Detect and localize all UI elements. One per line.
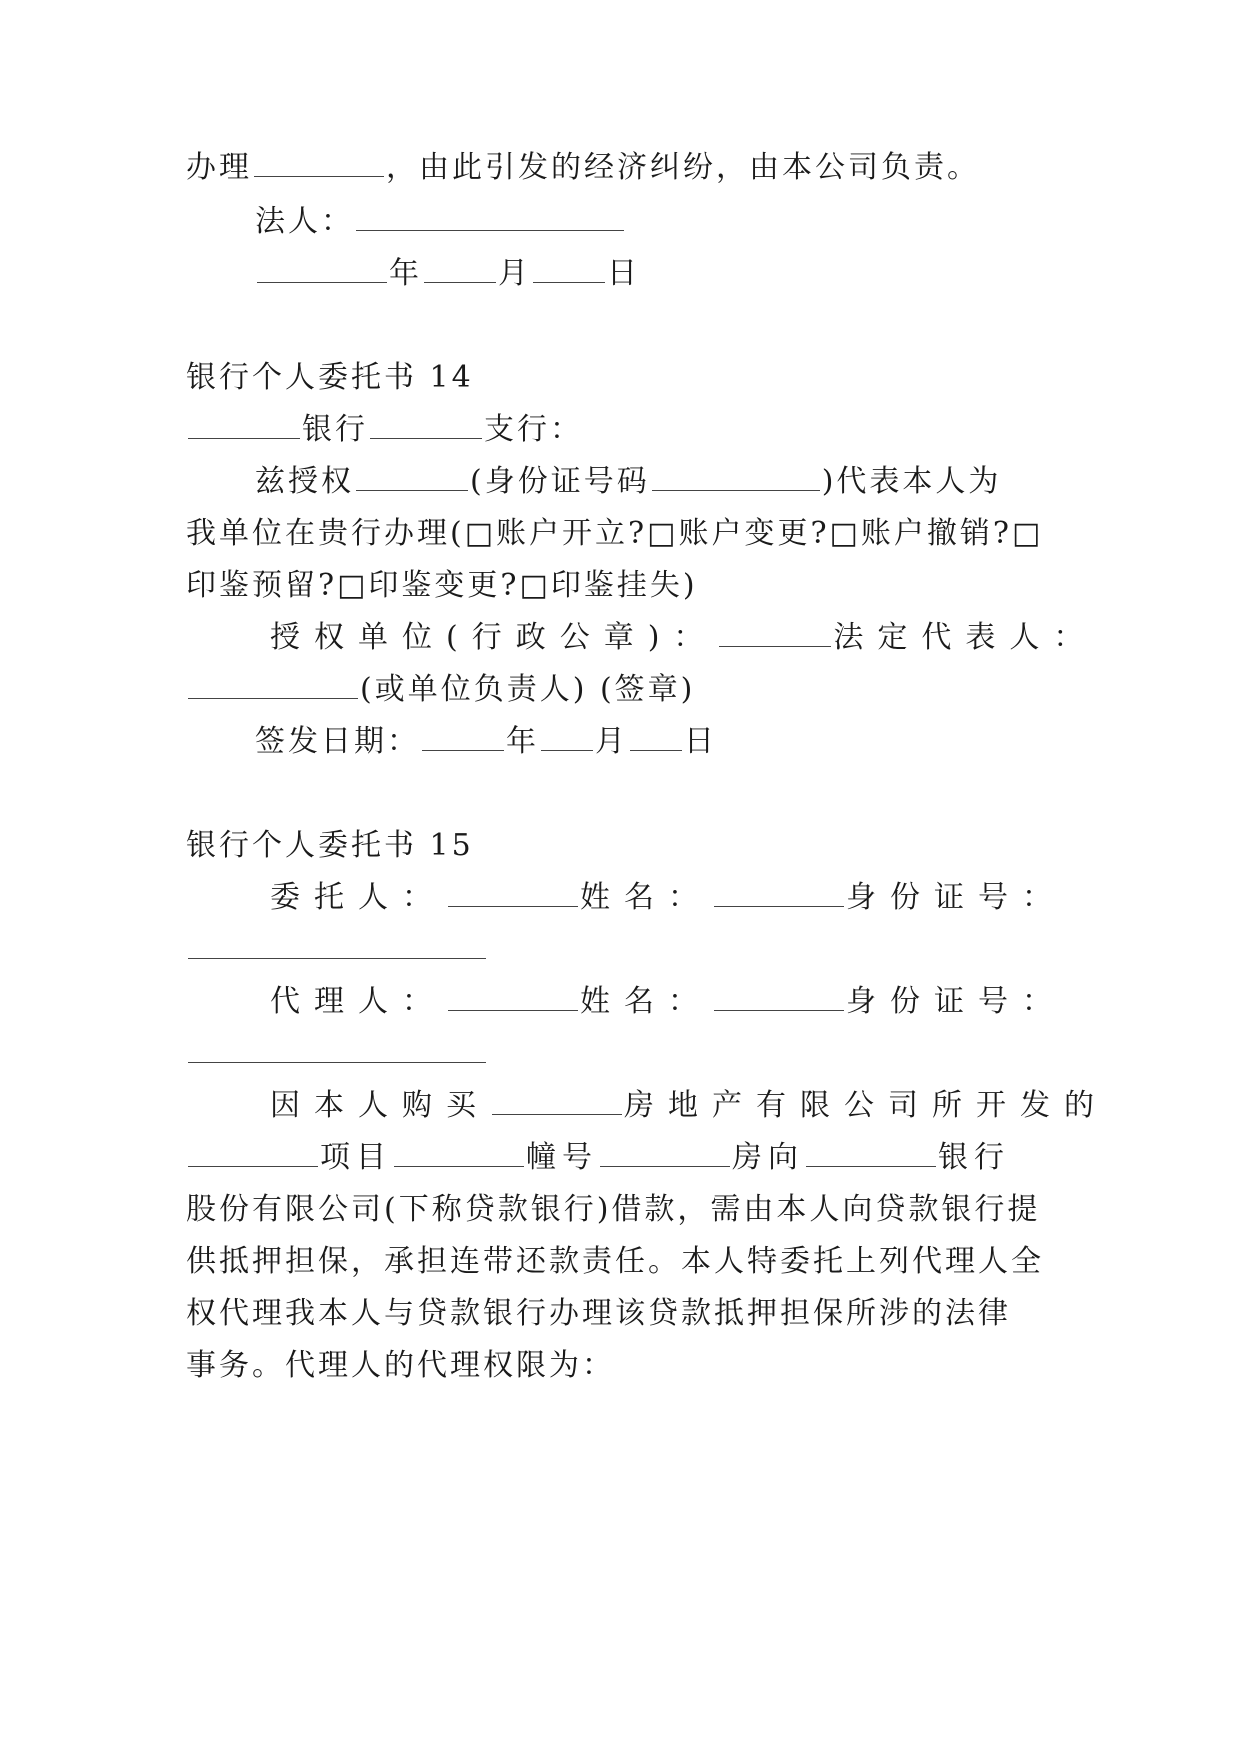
text: (或单位负责人) (签章)	[360, 672, 696, 707]
text: 银行	[302, 412, 368, 447]
legal-person-label: 法人：	[255, 204, 354, 239]
paragraph-line	[255, 462, 1001, 502]
blank-field	[257, 254, 387, 283]
text: 房地产有限公司所开发的	[624, 1088, 1108, 1123]
blank-field	[188, 958, 486, 959]
text: ，由此引发的经济纠纷，由本公司负责。	[386, 150, 980, 185]
blank-field	[541, 722, 593, 751]
paragraph-line: 我单位在贵行办理(□账户开立?□账户变更?□账户撤销?□	[186, 516, 1044, 551]
blank-field	[188, 1062, 486, 1063]
text: (身份证号码	[470, 464, 650, 499]
blank-field	[448, 878, 578, 907]
blank-field	[630, 722, 682, 751]
text: 身份证号：	[846, 880, 1066, 915]
blank-field	[533, 254, 605, 283]
blank-field	[394, 1138, 524, 1167]
text: 日	[607, 256, 640, 291]
blank-field	[424, 254, 496, 283]
paragraph-line	[186, 1138, 1010, 1178]
text: 办理	[186, 150, 252, 185]
blank-field	[356, 462, 468, 491]
text: 年	[506, 724, 539, 759]
blank-field	[422, 722, 504, 751]
text: 兹授权	[255, 464, 354, 499]
blank-field	[719, 618, 831, 647]
text: 因本人购买	[270, 1088, 490, 1123]
blank-field	[188, 410, 300, 439]
text: 法定代表人：	[833, 620, 1098, 655]
paragraph-line: 股份有限公司(下称贷款银行)借款，需由本人向贷款银行提	[186, 1192, 1041, 1227]
paragraph-line	[186, 670, 695, 710]
paragraph-line	[186, 148, 980, 188]
paragraph-line: 印鉴预留?□印鉴变更?□印鉴挂失)	[186, 568, 698, 603]
section-title: 银行个人委托书 15	[186, 828, 474, 863]
text: 日	[684, 724, 717, 759]
text: 身份证号：	[846, 984, 1066, 1019]
issue-date-line	[255, 722, 717, 762]
blank-field	[188, 670, 358, 699]
text: 委托人：	[270, 880, 446, 915]
legal-person-line	[255, 202, 626, 242]
text: )代表本人为	[821, 464, 1002, 499]
paragraph-line: 权代理我本人与贷款银行办理该贷款抵押担保所涉的法律	[186, 1296, 1011, 1331]
paragraph-line: 事务。代理人的代理权限为：	[186, 1348, 615, 1383]
blank-field	[806, 1138, 936, 1167]
text: 项目	[320, 1140, 392, 1175]
paragraph-line	[270, 1086, 1108, 1126]
bank-line	[186, 410, 583, 450]
blank-field	[448, 982, 578, 1011]
text: 银行	[938, 1140, 1010, 1175]
blank-field	[188, 1138, 318, 1167]
text: 姓名：	[580, 984, 712, 1019]
text: 代理人：	[270, 984, 446, 1019]
blank-field	[652, 462, 820, 491]
blank-field	[714, 878, 844, 907]
text: 年	[389, 256, 422, 291]
text: 签发日期：	[255, 724, 420, 759]
text: 幢号	[526, 1140, 598, 1175]
blank-field	[600, 1138, 730, 1167]
blank-field	[370, 410, 482, 439]
blank-field	[492, 1086, 622, 1115]
paragraph-line: 供抵押担保，承担连带还款责任。本人特委托上列代理人全	[186, 1244, 1044, 1279]
text: 房向	[732, 1140, 804, 1175]
text: 姓名：	[580, 880, 712, 915]
text: 授权单位(行政公章)：	[270, 620, 718, 655]
agent-line	[270, 982, 1066, 1022]
text: 支行：	[484, 412, 583, 447]
date-line	[255, 254, 640, 294]
blank-field	[356, 202, 624, 231]
text: 月	[498, 256, 531, 291]
blank-field	[714, 982, 844, 1011]
text: 月	[595, 724, 628, 759]
paragraph-line	[270, 618, 1097, 658]
blank-field	[254, 148, 384, 177]
section-title: 银行个人委托书 14	[186, 360, 474, 395]
principal-line	[270, 878, 1066, 918]
